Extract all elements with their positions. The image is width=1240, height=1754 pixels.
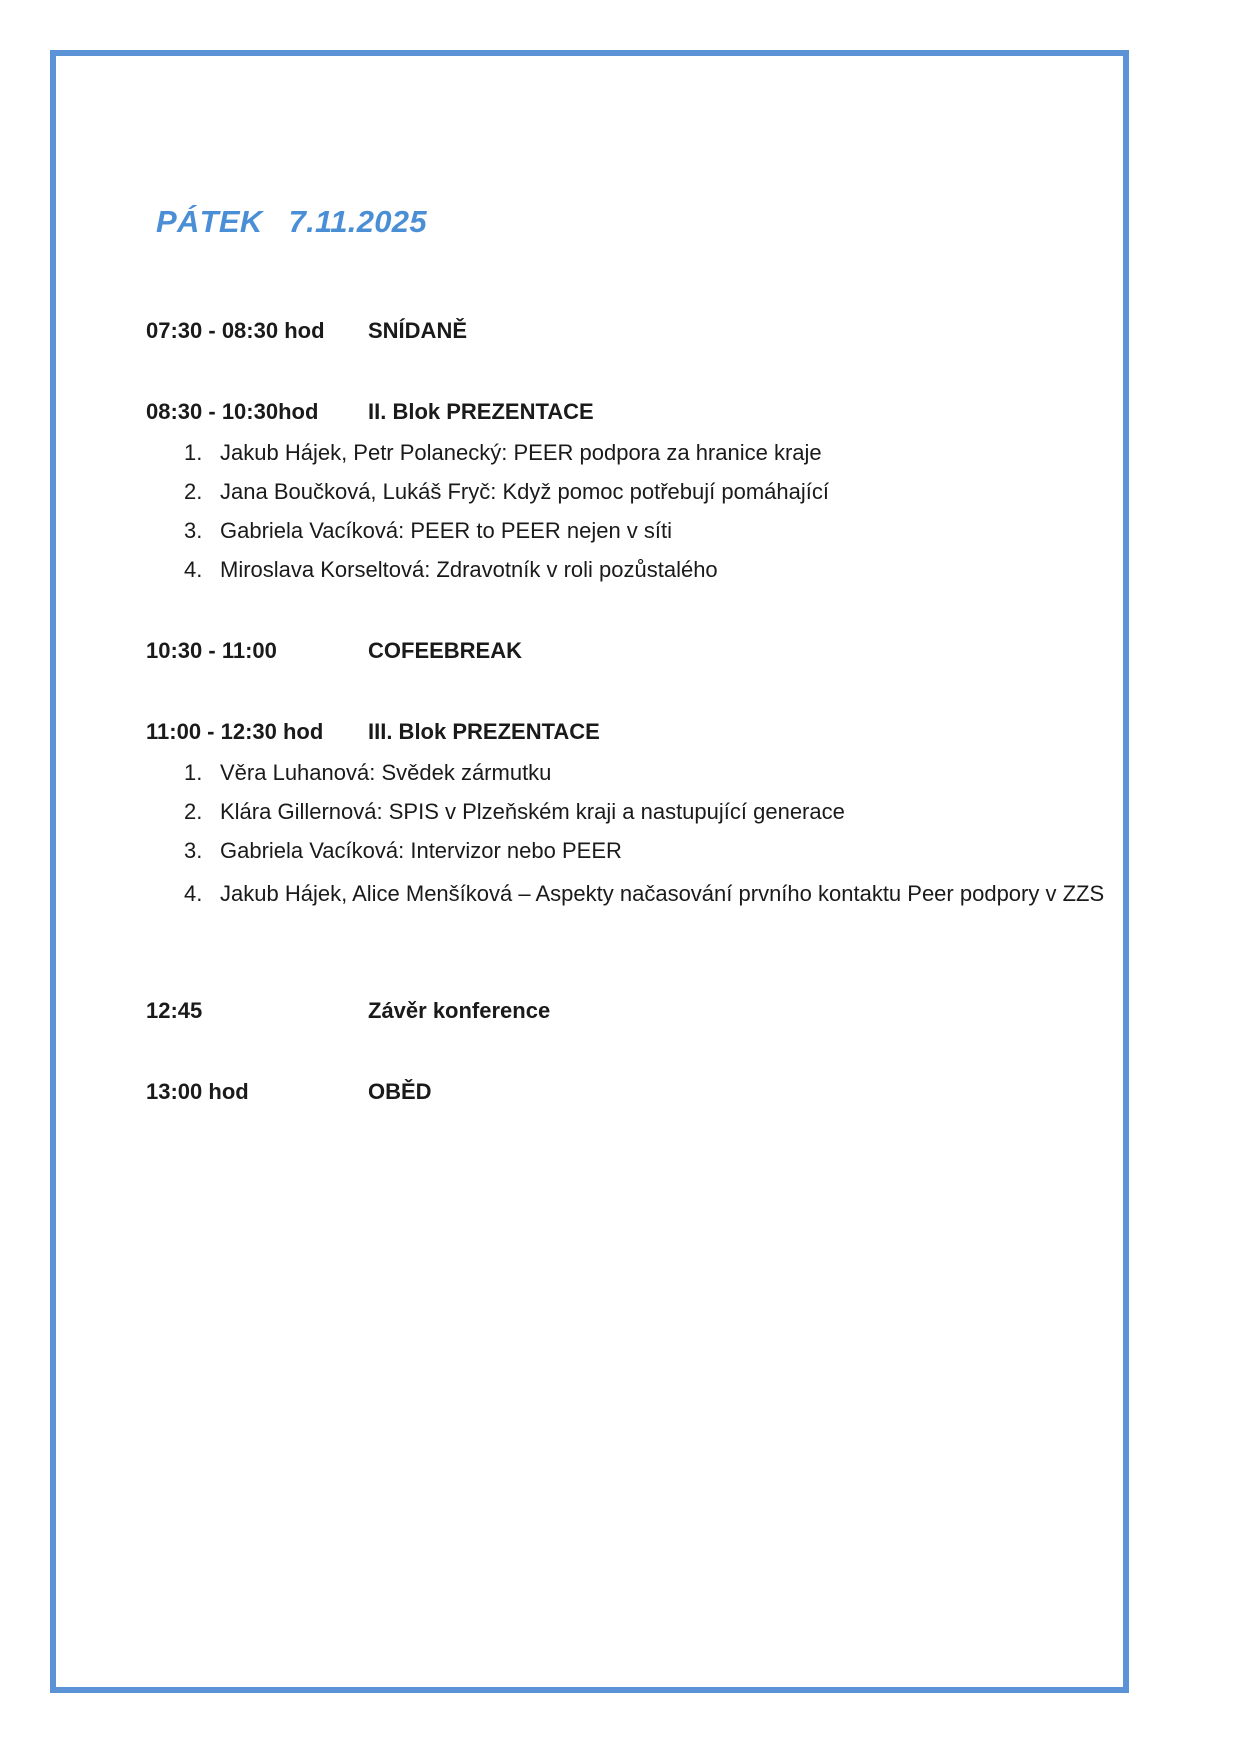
talk-text: Jakub Hájek, Alice Menšíková – Aspekty načasování prvního kontaktu Peer podpory v ZZS <box>220 881 1105 906</box>
day-date: 7.11.2025 <box>288 204 427 239</box>
talk-text: Jakub Hájek, Petr Polanecký: PEER podpora za hranice kraje <box>220 440 822 465</box>
talk-text: Gabriela Vacíková: Intervizor nebo PEER <box>220 838 622 863</box>
talk-number: 1. <box>184 440 203 465</box>
entry-label: III. Blok PREZENTACE <box>368 719 600 744</box>
entry-label: OBĚD <box>368 1079 432 1104</box>
talk-number: 2. <box>184 799 203 824</box>
talk-item <box>184 835 1120 874</box>
entry-label: COFEEBREAK <box>368 638 523 663</box>
talk-number: 3. <box>184 838 203 863</box>
talk-number: 4. <box>184 881 203 906</box>
talk-text: Jana Boučková, Lukáš Fryč: Když pomoc potřebují pomáhající <box>220 479 829 504</box>
entry-label: Závěr konference <box>368 998 551 1023</box>
entry-label: II. Blok PREZENTACE <box>368 399 594 424</box>
talk-item <box>184 874 1120 913</box>
talk-text: Klára Gillernová: SPIS v Plzeňském kraji a nastupující generace <box>220 799 845 824</box>
talk-number: 2. <box>184 479 203 504</box>
talk-item <box>184 476 829 515</box>
talk-text: Gabriela Vacíková: PEER to PEER nejen v síti <box>220 518 673 543</box>
block-2-talk-list <box>184 437 829 593</box>
entry-time: 12:45 <box>146 998 203 1023</box>
talk-item <box>184 554 829 593</box>
entry-time: 08:30 - 10:30hod <box>146 399 319 424</box>
talk-item <box>184 757 1120 796</box>
entry-time: 07:30 - 08:30 hod <box>146 318 325 343</box>
entry-time: 10:30 - 11:00 <box>146 638 277 663</box>
talk-item <box>184 437 829 476</box>
talk-text: Miroslava Korseltová: Zdravotník v roli pozůstalého <box>220 557 718 582</box>
talk-number: 1. <box>184 760 203 785</box>
talk-item <box>184 515 829 554</box>
entry-time: 11:00 - 12:30 hod <box>146 719 324 744</box>
day-title <box>156 204 427 240</box>
talk-item <box>184 796 1120 835</box>
talk-number: 3. <box>184 518 203 543</box>
block-3-talk-list <box>184 757 1120 913</box>
entry-label: SNÍDANĚ <box>368 318 468 343</box>
talk-text: Věra Luhanová: Svědek zármutku <box>220 760 552 785</box>
entry-time: 13:00 hod <box>146 1079 249 1104</box>
day-name: PÁTEK <box>156 204 263 239</box>
talk-number: 4. <box>184 557 203 582</box>
